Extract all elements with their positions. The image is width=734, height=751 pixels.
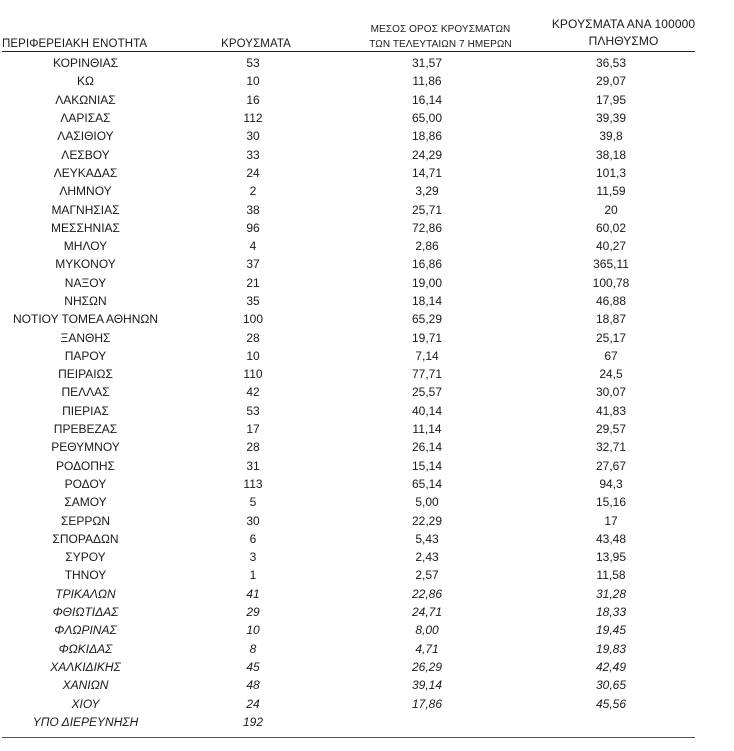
header-cases: ΚΡΟΥΣΜΑΤΑ (221, 38, 291, 50)
table-row (2, 54, 709, 72)
region-cell: ΠΙΕΡΙΑΣ (62, 403, 109, 418)
region-cell: ΡΟΔΟΥ (64, 476, 107, 491)
region-cell: ΥΠΟ ΔΙΕΡΕΥΝΗΣΗ (32, 714, 139, 729)
avg7-cell: 31,57 (411, 56, 443, 71)
avg7-cell: 22,86 (411, 586, 443, 601)
region-cell: ΛΑΣΙΘΙΟΥ (57, 129, 114, 144)
per100k-cell: 20 (604, 202, 618, 217)
region-cell: ΝΑΞΟΥ (64, 275, 107, 290)
table-row (2, 292, 709, 310)
header-avg-line1: ΜΕΣΟΣ ΟΡΟΣ ΚΡΟΥΣΜΑΤΩΝ (370, 24, 511, 35)
cases-cell: 35 (246, 294, 260, 308)
avg7-cell: 7,14 (415, 348, 439, 363)
region-cell: ΡΟΔΟΠΗΣ (56, 458, 115, 473)
region-cell: ΜΕΣΣΗΝΙΑΣ (51, 220, 120, 235)
avg7-cell: 2,86 (415, 239, 439, 254)
region-cell: ΡΕΘΥΜΝΟΥ (51, 440, 120, 455)
table-row (2, 658, 709, 676)
table-row (2, 585, 709, 603)
region-cell: ΜΗΛΟΥ (63, 239, 108, 254)
cases-cell: 16 (246, 92, 260, 107)
table-row (2, 255, 709, 273)
table-row (2, 127, 709, 145)
per100k-cell: 101,3 (595, 165, 627, 180)
header-per-100k (541, 16, 706, 50)
table-row (2, 640, 709, 658)
avg7-cell: 11,86 (412, 74, 442, 89)
per100k-cell: 45,56 (595, 696, 627, 711)
region-cell: ΦΩΚΙΔΑΣ (58, 641, 113, 656)
cases-cell: 24 (246, 165, 260, 180)
table-row (2, 457, 709, 475)
cases-cell: 30 (246, 129, 260, 144)
cases-cell: 113 (243, 476, 263, 491)
region-cell: ΣΠΟΡΑΔΩΝ (52, 531, 119, 546)
table-row (2, 347, 709, 365)
region-cell: ΣΥΡΟΥ (65, 550, 106, 565)
cases-cell: 45 (246, 659, 260, 674)
table-row (2, 237, 709, 255)
table-row (2, 328, 709, 346)
cases-cell: 28 (246, 440, 260, 455)
table-row (2, 566, 709, 584)
region-cell: ΦΛΩΡΙΝΑΣ (54, 623, 117, 638)
cases-cell: 41 (246, 586, 260, 601)
region-cell: ΧΑΝΙΩΝ (62, 678, 109, 693)
per100k-cell: 32,71 (595, 440, 627, 455)
cases-cell: 21 (246, 275, 260, 290)
region-cell: ΜΥΚΟΝΟΥ (55, 257, 116, 272)
table-row (2, 200, 709, 218)
table-row (2, 145, 709, 163)
cases-cell: 24 (246, 696, 260, 711)
avg7-cell: 3,29 (415, 184, 439, 199)
cases-cell: 28 (246, 330, 260, 345)
region-cell: ΠΕΛΛΑΣ (61, 385, 110, 400)
per100k-cell: 42,49 (595, 659, 627, 674)
per100k-cell: 27,67 (595, 458, 627, 473)
per100k-cell: 18,33 (595, 605, 627, 620)
cases-cell: 8 (249, 641, 257, 656)
per100k-cell: 24,5 (599, 367, 623, 382)
avg7-cell: 77,71 (411, 367, 443, 382)
per100k-cell: 39,39 (595, 111, 627, 126)
per100k-cell: 40,27 (595, 239, 627, 254)
avg7-cell: 18,86 (411, 129, 443, 144)
avg7-cell: 40,14 (411, 403, 443, 418)
table-row (2, 109, 709, 127)
per100k-cell: 15,16 (595, 495, 627, 510)
cases-cell: 33 (246, 147, 260, 162)
region-cell: ΛΕΥΚΑΔΑΣ (53, 165, 118, 180)
avg7-cell: 39,14 (411, 678, 443, 693)
per100k-cell: 17,95 (595, 92, 627, 107)
per100k-cell: 17 (604, 513, 618, 528)
per100k-cell: 31,28 (595, 586, 627, 601)
cases-cell: 53 (246, 56, 260, 71)
cases-cell: 1 (249, 568, 257, 583)
region-cell: ΞΑΝΘΗΣ (60, 330, 111, 345)
table-row (2, 548, 709, 566)
avg7-cell: 65,14 (411, 476, 443, 491)
per100k-cell: 36,53 (595, 56, 627, 71)
cases-table (2, 54, 709, 731)
cases-cell: 42 (246, 385, 260, 400)
avg7-cell: 2,43 (415, 550, 439, 565)
avg7-cell: 25,71 (411, 202, 443, 217)
cases-cell: 192 (242, 714, 264, 729)
table-row (2, 310, 709, 328)
avg7-cell: 24,29 (411, 147, 443, 162)
table-row (2, 182, 709, 200)
avg7-cell: 2,57 (415, 568, 439, 583)
region-cell: ΣΑΜΟΥ (64, 495, 107, 510)
per100k-cell: 67 (604, 348, 618, 363)
region-cell: ΝΟΤΙΟΥ ΤΟΜΕΑ ΑΘΗΝΩΝ (12, 312, 159, 327)
avg7-cell: 25,57 (411, 385, 443, 400)
cases-cell: 100 (242, 312, 264, 327)
table-row (2, 365, 709, 383)
avg7-cell: 15,14 (411, 458, 443, 473)
avg7-cell: 26,29 (411, 659, 443, 674)
per100k-cell: 19,45 (595, 623, 627, 638)
table-row (2, 164, 709, 182)
region-cell: ΠΡΕΒΕΖΑΣ (53, 422, 118, 437)
per100k-cell: 30,65 (595, 678, 627, 693)
avg7-cell: 18,14 (411, 294, 443, 308)
cases-cell: 112 (243, 111, 263, 126)
table-row (2, 274, 709, 292)
per100k-cell: 94,3 (599, 476, 623, 491)
table-row (2, 530, 709, 548)
region-cell: ΦΘΙΩΤΙΔΑΣ (52, 605, 119, 620)
per100k-cell: 29,57 (595, 422, 627, 437)
cases-table-body (2, 54, 709, 731)
avg7-cell: 5,00 (415, 495, 439, 510)
avg7-cell: 22,29 (411, 513, 443, 528)
per100k-cell: 25,17 (595, 330, 627, 345)
region-cell: ΛΑΡΙΣΑΣ (60, 111, 111, 126)
per100k-cell: 13,95 (595, 550, 627, 565)
avg7-cell: 14,71 (411, 165, 443, 180)
table-row (2, 438, 709, 456)
cases-cell: 6 (249, 531, 257, 546)
header-avg-line2: ΤΩΝ ΤΕΛΕΥΤΑΙΩΝ 7 ΗΜΕΡΩΝ (369, 39, 512, 50)
table-row (2, 603, 709, 621)
per100k-cell (513, 713, 709, 731)
table-row (2, 493, 709, 511)
table-row (2, 72, 709, 90)
avg7-cell: 5,43 (415, 531, 439, 546)
per100k-cell: 38,18 (595, 147, 627, 162)
region-cell: ΤΡΙΚΑΛΩΝ (55, 586, 116, 601)
region-cell: ΧΙΟΥ (71, 696, 100, 711)
cases-cell: 3 (249, 550, 257, 565)
cases-cell: 96 (246, 220, 260, 235)
cases-cell: 31 (246, 458, 260, 473)
avg7-cell: 16,86 (411, 257, 443, 272)
footer-rule (2, 737, 695, 738)
avg7-cell: 65,29 (411, 312, 443, 327)
cases-cell: 38 (246, 202, 260, 217)
region-cell: ΚΩ (77, 74, 94, 89)
per100k-cell: 11,59 (596, 184, 626, 199)
table-row (2, 91, 709, 109)
cases-cell: 2 (249, 184, 257, 199)
per100k-cell: 60,02 (595, 220, 627, 235)
cases-cell: 48 (246, 678, 260, 693)
table-row (2, 402, 709, 420)
cases-cell: 10 (246, 348, 260, 363)
table-row (2, 621, 709, 639)
table-row (2, 713, 709, 731)
header-avg-7-days (343, 22, 538, 52)
cases-cell: 30 (246, 513, 260, 528)
header-per-line2: ΠΛΗΘΥΣΜΟ (588, 34, 659, 48)
avg7-cell: 17,86 (411, 696, 443, 711)
avg7-cell: 26,14 (411, 440, 443, 455)
table-row (2, 383, 709, 401)
region-cell: ΛΑΚΩΝΙΑΣ (55, 92, 116, 107)
cases-cell: 110 (243, 367, 263, 382)
cases-cell: 4 (249, 239, 257, 254)
avg7-cell: 65,00 (411, 111, 443, 126)
header-per-line1: ΚΡΟΥΣΜΑΤΑ ΑΝΑ 100000 (551, 17, 696, 31)
per100k-cell: 11,58 (596, 568, 626, 583)
region-cell: ΠΑΡΟΥ (64, 348, 107, 363)
cases-cell: 29 (246, 605, 260, 620)
table-row (2, 475, 709, 493)
table-row (2, 676, 709, 694)
header-rule (2, 51, 695, 52)
cases-cell: 37 (246, 257, 260, 272)
avg7-cell: 8,00 (415, 623, 439, 638)
region-cell: ΤΗΝΟΥ (64, 568, 107, 583)
region-cell: ΝΗΣΩΝ (64, 294, 107, 308)
per100k-cell: 29,07 (595, 74, 627, 89)
per100k-cell: 46,88 (595, 294, 627, 308)
region-cell: ΣΕΡΡΩΝ (60, 513, 111, 528)
avg7-cell: 11,14 (412, 422, 442, 437)
cases-cell: 53 (246, 403, 260, 418)
avg7-cell: 72,86 (411, 220, 443, 235)
header-region: ΠΕΡΙΦΕΡΕΙΑΚΗ ΕΝΟΤΗΤΑ (2, 38, 148, 50)
avg7-cell: 24,71 (411, 605, 443, 620)
avg7-cell: 16,14 (411, 92, 443, 107)
per100k-cell: 30,07 (595, 385, 627, 400)
per100k-cell: 41,83 (595, 403, 627, 418)
table-row (2, 420, 709, 438)
per100k-cell: 365,11 (593, 257, 629, 272)
region-cell: ΚΟΡΙΝΘΙΑΣ (52, 56, 119, 71)
cases-cell: 10 (246, 74, 260, 89)
per100k-cell: 39,8 (599, 129, 623, 144)
avg7-cell: 19,00 (411, 275, 443, 290)
region-cell: ΛΗΜΝΟΥ (59, 184, 112, 199)
per100k-cell: 19,83 (595, 641, 627, 656)
region-cell: ΧΑΛΚΙΔΙΚΗΣ (50, 659, 121, 674)
table-row (2, 511, 709, 529)
avg7-cell: 4,71 (415, 641, 439, 656)
table-row (2, 219, 709, 237)
region-cell: ΛΕΣΒΟΥ (61, 147, 110, 162)
avg7-cell: 19,71 (411, 330, 443, 345)
region-cell: ΠΕΙΡΑΙΩΣ (58, 367, 113, 382)
region-cell: ΜΑΓΝΗΣΙΑΣ (51, 202, 120, 217)
avg7-cell (337, 713, 513, 731)
per100k-cell: 18,87 (595, 312, 627, 327)
table-row (2, 694, 709, 712)
cases-cell: 17 (246, 422, 260, 437)
cases-cell: 10 (246, 623, 260, 638)
cases-cell: 5 (249, 495, 257, 510)
per100k-cell: 43,48 (595, 531, 627, 546)
per100k-cell: 100,78 (592, 275, 630, 290)
